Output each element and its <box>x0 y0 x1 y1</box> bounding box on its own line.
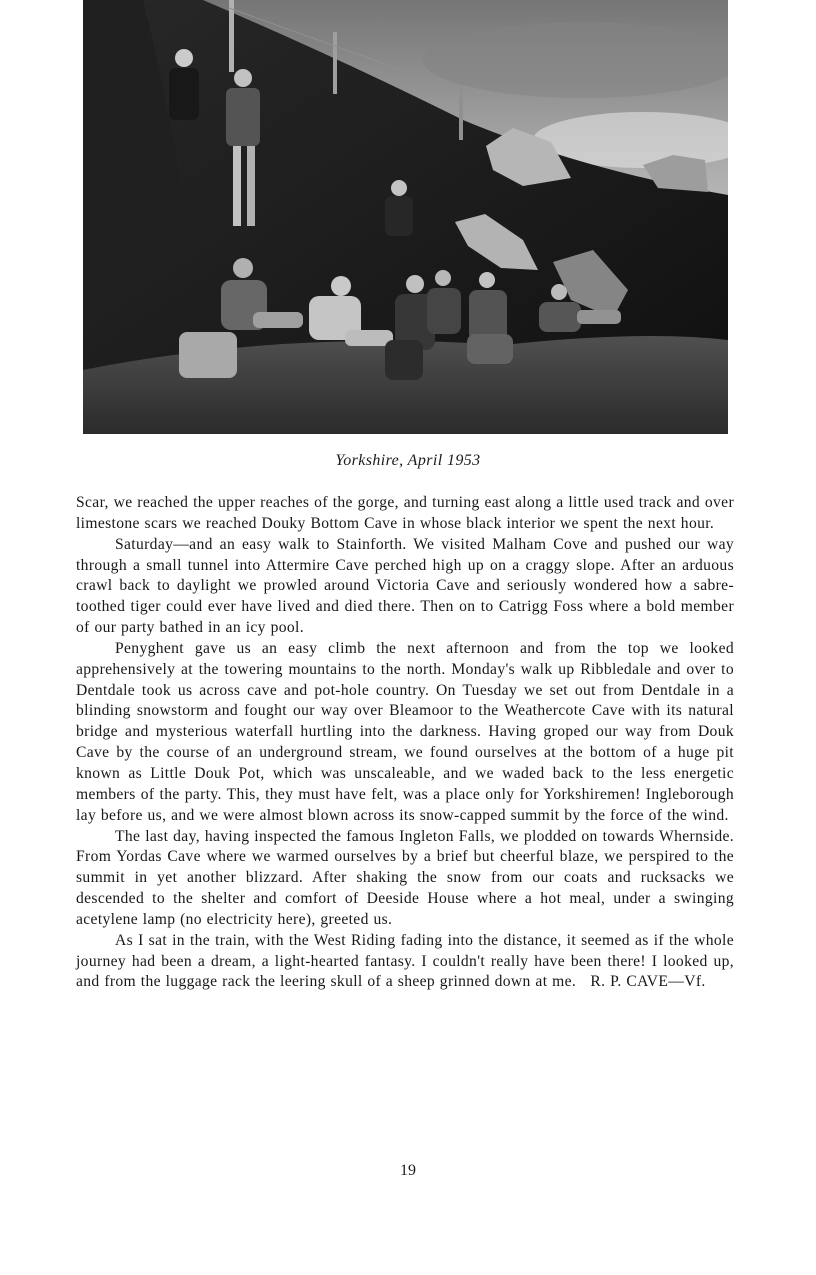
article-body <box>76 493 734 993</box>
paragraph: Penyghent gave us an easy climb the next afternoon and from the top we looked apprehensively at the towering mountains to the north. Monday's walk up Ribbledale and over to Dentdale took us across cave and pot-hole country. On Tuesday we set out from Dentdale in a blinding snowstorm and fought our way over Bleamoor to the Weathercote Cave with its natural bridge and mysterious waterfall hurtling into the darkness. Having groped our way from Douk Cave by the course of an underground stream, we found ourselves at the bottom of a huge pit known as Little Douk Pot, which was unscaleable, and we waded back to the less energetic members of the party. This, they must have felt, was a place only for Yorkshiremen! Ingleborough lay before us, and we were almost blown across its snow-capped summit by the force of the wind. <box>76 639 734 824</box>
photo-caption: Yorkshire, April 1953 <box>335 452 481 469</box>
hillside-photo-graphic <box>83 0 728 434</box>
paragraph: Saturday—and an easy walk to Stainforth. We visited Malham Cove and pushed our way through a small tunnel into Attermire Cave perched high up on a craggy slope. After an arduous crawl back to daylight we prowled around Victoria Cave and seriously wondered how a sabre-toothed tiger could ever have lived and died there. Then on to Catrigg Foss where a bold member of our party bathed in an icy pool. <box>76 535 734 637</box>
author-signature: R. P. CAVE—Vf. <box>590 973 706 991</box>
paragraph: Scar, we reached the upper reaches of the gorge, and turning east along a little used track and over limestone scars we reached Douky Bottom Cave in whose black interior we spent the next hour. <box>76 494 734 532</box>
page-number: 19 <box>400 1162 416 1179</box>
paragraph: The last day, having inspected the famous Ingleton Falls, we plodded on towards Whernside. From Yordas Cave where we warmed ourselves by a brief but cheerful blaze, we perspired to the summit in yet another blizzard. After shaking the snow from our coats and rucksacks we descended to the shelter and comfort of Deeside House where a hot meal, under a swinging acetylene lamp (no electricity here), greeted us. <box>76 827 734 928</box>
final-paragraph <box>76 931 734 994</box>
group-of-hikers-photo <box>83 0 728 434</box>
paragraph-text: As I sat in the train, with the West Riding fading into the distance, it seemed as if the whole journey had been a dream, a light-hearted fantasy. I couldn't really have been there! I looked up, and from the luggage rack the leering skull of a sheep grinned down at me. <box>76 931 734 991</box>
